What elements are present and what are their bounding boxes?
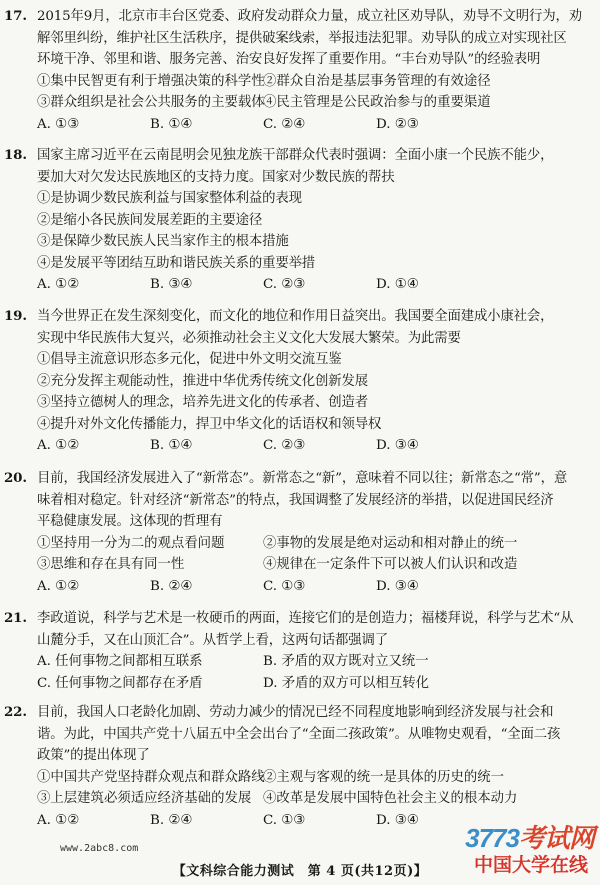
question-stem-line: 实现中华民族伟大复兴，必须推动社会主义文化大发展大繁荣。为此需要: [37, 330, 461, 346]
option-c: C. ①③: [263, 578, 306, 594]
option-b: B. ③④: [150, 277, 193, 292]
option-d: D. ③④: [376, 812, 419, 828]
statement-row: [4, 533, 596, 555]
site-logo-subtitle: 中国大学在线: [473, 854, 588, 876]
question-stem-line: 目前，我国经济发展进入了“新常态”。新常态之“新”，意味着不同以往；新常态之“常”，意: [37, 471, 568, 486]
statement: ③坚持立德树人的理念，培养先进文化的传承者、创造者: [37, 395, 369, 410]
question-stem-line: 平稳健康发展。这体现的哲理有: [37, 514, 223, 529]
statement-row: [4, 71, 596, 93]
statement: ②主观与客观的统一是具体的历史的统一: [263, 769, 505, 785]
answer-options: [4, 576, 596, 598]
logo-text: 考试网: [518, 823, 594, 853]
option-b: B. ①④: [150, 116, 193, 132]
statement: ①坚持用一分为二的观点看问题: [37, 535, 225, 551]
option-b: B. 矛盾的双方既对立又统一: [263, 654, 429, 669]
question-stem-line: 政策”的提出体现了: [37, 748, 150, 763]
option-b: B. ②④: [150, 578, 193, 594]
question-21: [4, 608, 596, 694]
question-19: [4, 306, 596, 457]
question-number: 19.: [4, 308, 27, 324]
answer-options: [4, 274, 596, 296]
option-d: D. ③④: [376, 438, 419, 453]
statement-row: [4, 92, 596, 114]
option-c: C. ②③: [263, 277, 306, 292]
option-c: C. ②④: [263, 116, 306, 132]
statement: ②充分发挥主观能动性，推进中华优秀传统文化创新发展: [37, 373, 369, 389]
question-stem-line: 李政道说，科学与艺术是一枚硬币的两面，连接它们的是创造力；福楼拜说，科学与艺术“从: [37, 611, 574, 626]
statement-row: [4, 554, 596, 576]
statement: ①是协调少数民族利益与国家整体利益的表现: [37, 191, 302, 206]
question-stem-line: 2015年9月，北京市丰台区党委、政府发动群众力量，成立社区劝导队，劝导不文明行为，劝: [37, 9, 582, 24]
page-footer: 【文科综合能力测试 第 4 页(共12页)】: [172, 864, 428, 879]
option-d: D. ③④: [376, 578, 419, 594]
answer-options: [4, 435, 596, 457]
question-stem-line: 谐。为此，中国共产党十八届五中全会出台了“全面二孩政策”。从唯物史观看，“全面二孩: [37, 726, 561, 742]
option-a: A. ①②: [37, 438, 80, 453]
option-a: A. ①③: [37, 116, 80, 132]
option-a: A. ①②: [37, 578, 80, 594]
question-stem-line: 山麓分手，又在山顶汇合”。从哲学上看，这两句话都强调了: [37, 632, 388, 648]
statement: ③上层建筑必须适应经济基础的发展: [37, 791, 252, 806]
statement-row: [4, 767, 596, 789]
answer-options: [4, 114, 596, 136]
question-20: [4, 468, 596, 597]
statement: ①中国共产党坚持群众观点和群众路线: [37, 769, 265, 785]
statement: ④是发展平等团结互助和谐民族关系的重要举措: [37, 255, 316, 271]
option-c: C. ①③: [263, 812, 306, 828]
question-stem-line: 环境干净、邻里和谐、服务完善、治安良好发挥了重要作用。“丰台劝导队”的经验表明: [37, 52, 541, 67]
question-number: 18.: [4, 147, 27, 163]
statement: ②群众自治是基层事务管理的有效途径: [263, 73, 491, 89]
option-b: B. ②④: [150, 812, 193, 828]
question-stem-line: 要加大对欠发达民族地区的支持力度。国家对少数民族的帮扶: [37, 169, 395, 185]
statement: ④民主管理是公民政治参与的重要渠道: [263, 95, 491, 110]
statement: ②是缩小各民族间发展差距的主要途径: [37, 212, 263, 228]
option-d: D. ②③: [376, 116, 419, 132]
statement: ③群众组织是社会公共服务的主要载体: [37, 95, 265, 110]
question-stem-line: 当今世界正在发生深刻变化，而文化的地位和作用日益突出。我国要全面建成小康社会，: [37, 309, 554, 324]
option-a: A. ①②: [37, 812, 80, 828]
statement: ①倡导主流意识形态多元化，促进中外文明交流互鉴: [37, 352, 342, 367]
statement: ④改革是发展中国特色社会主义的根本动力: [263, 791, 518, 806]
question-stem-line: 国家主席习近平在云南昆明会见独龙族干部群众代表时强调：全面小康一个民族不能少，: [37, 148, 554, 163]
statement: ③是保障少数民族人民当家作主的根本措施: [37, 234, 289, 249]
option-d: D. 矛盾的双方可以相互转化: [263, 675, 430, 691]
question-stem-line: 目前，我国人口老龄化加剧、劳动力减少的情况已经不同程度地影响到经济发展与社会和: [37, 705, 554, 720]
question-17: [4, 6, 596, 135]
option-c: C. ②③: [263, 438, 306, 453]
option-row: [4, 673, 596, 695]
statement: ②事物的发展是绝对运动和相对静止的统一: [263, 535, 518, 551]
option-a: A. ①②: [37, 277, 80, 292]
question-number: 21.: [4, 610, 27, 626]
option-row: [4, 651, 596, 673]
site-watermark-text: www.2abc8.com: [60, 843, 139, 854]
logo-number: 3773: [465, 823, 519, 853]
statement: ①集中民智更有利于增强决策的科学性: [37, 73, 265, 89]
question-stem-line: 味着相对稳定。针对经济“新常态”的特点，我国调整了发展经济的举措，以促进国民经济: [37, 492, 554, 508]
question-number: 22.: [4, 704, 27, 720]
option-c: C. 任何事物之间都存在矛盾: [37, 675, 203, 691]
question-number: 17.: [4, 8, 27, 24]
question-stem-line: 解邻里纠纷，维护社区生活秩序，提供破案线索，举报违法犯罪。劝导队的成立对实现社区: [37, 30, 567, 46]
option-b: B. ①④: [150, 438, 193, 453]
option-a: A. 任何事物之间都相互联系: [37, 654, 203, 669]
statement: ④提升对外文化传播能力，捍卫中华文化的话语权和领导权: [37, 416, 382, 432]
statement-row: [4, 788, 596, 810]
option-d: D. ①④: [376, 277, 419, 292]
statement: ④规律在一定条件下可以被人们认识和改造: [263, 557, 518, 572]
question-number: 20.: [4, 470, 27, 486]
question-18: [4, 145, 596, 296]
question-22: [4, 702, 596, 831]
statement: ③思维和存在具有同一性: [37, 557, 185, 572]
